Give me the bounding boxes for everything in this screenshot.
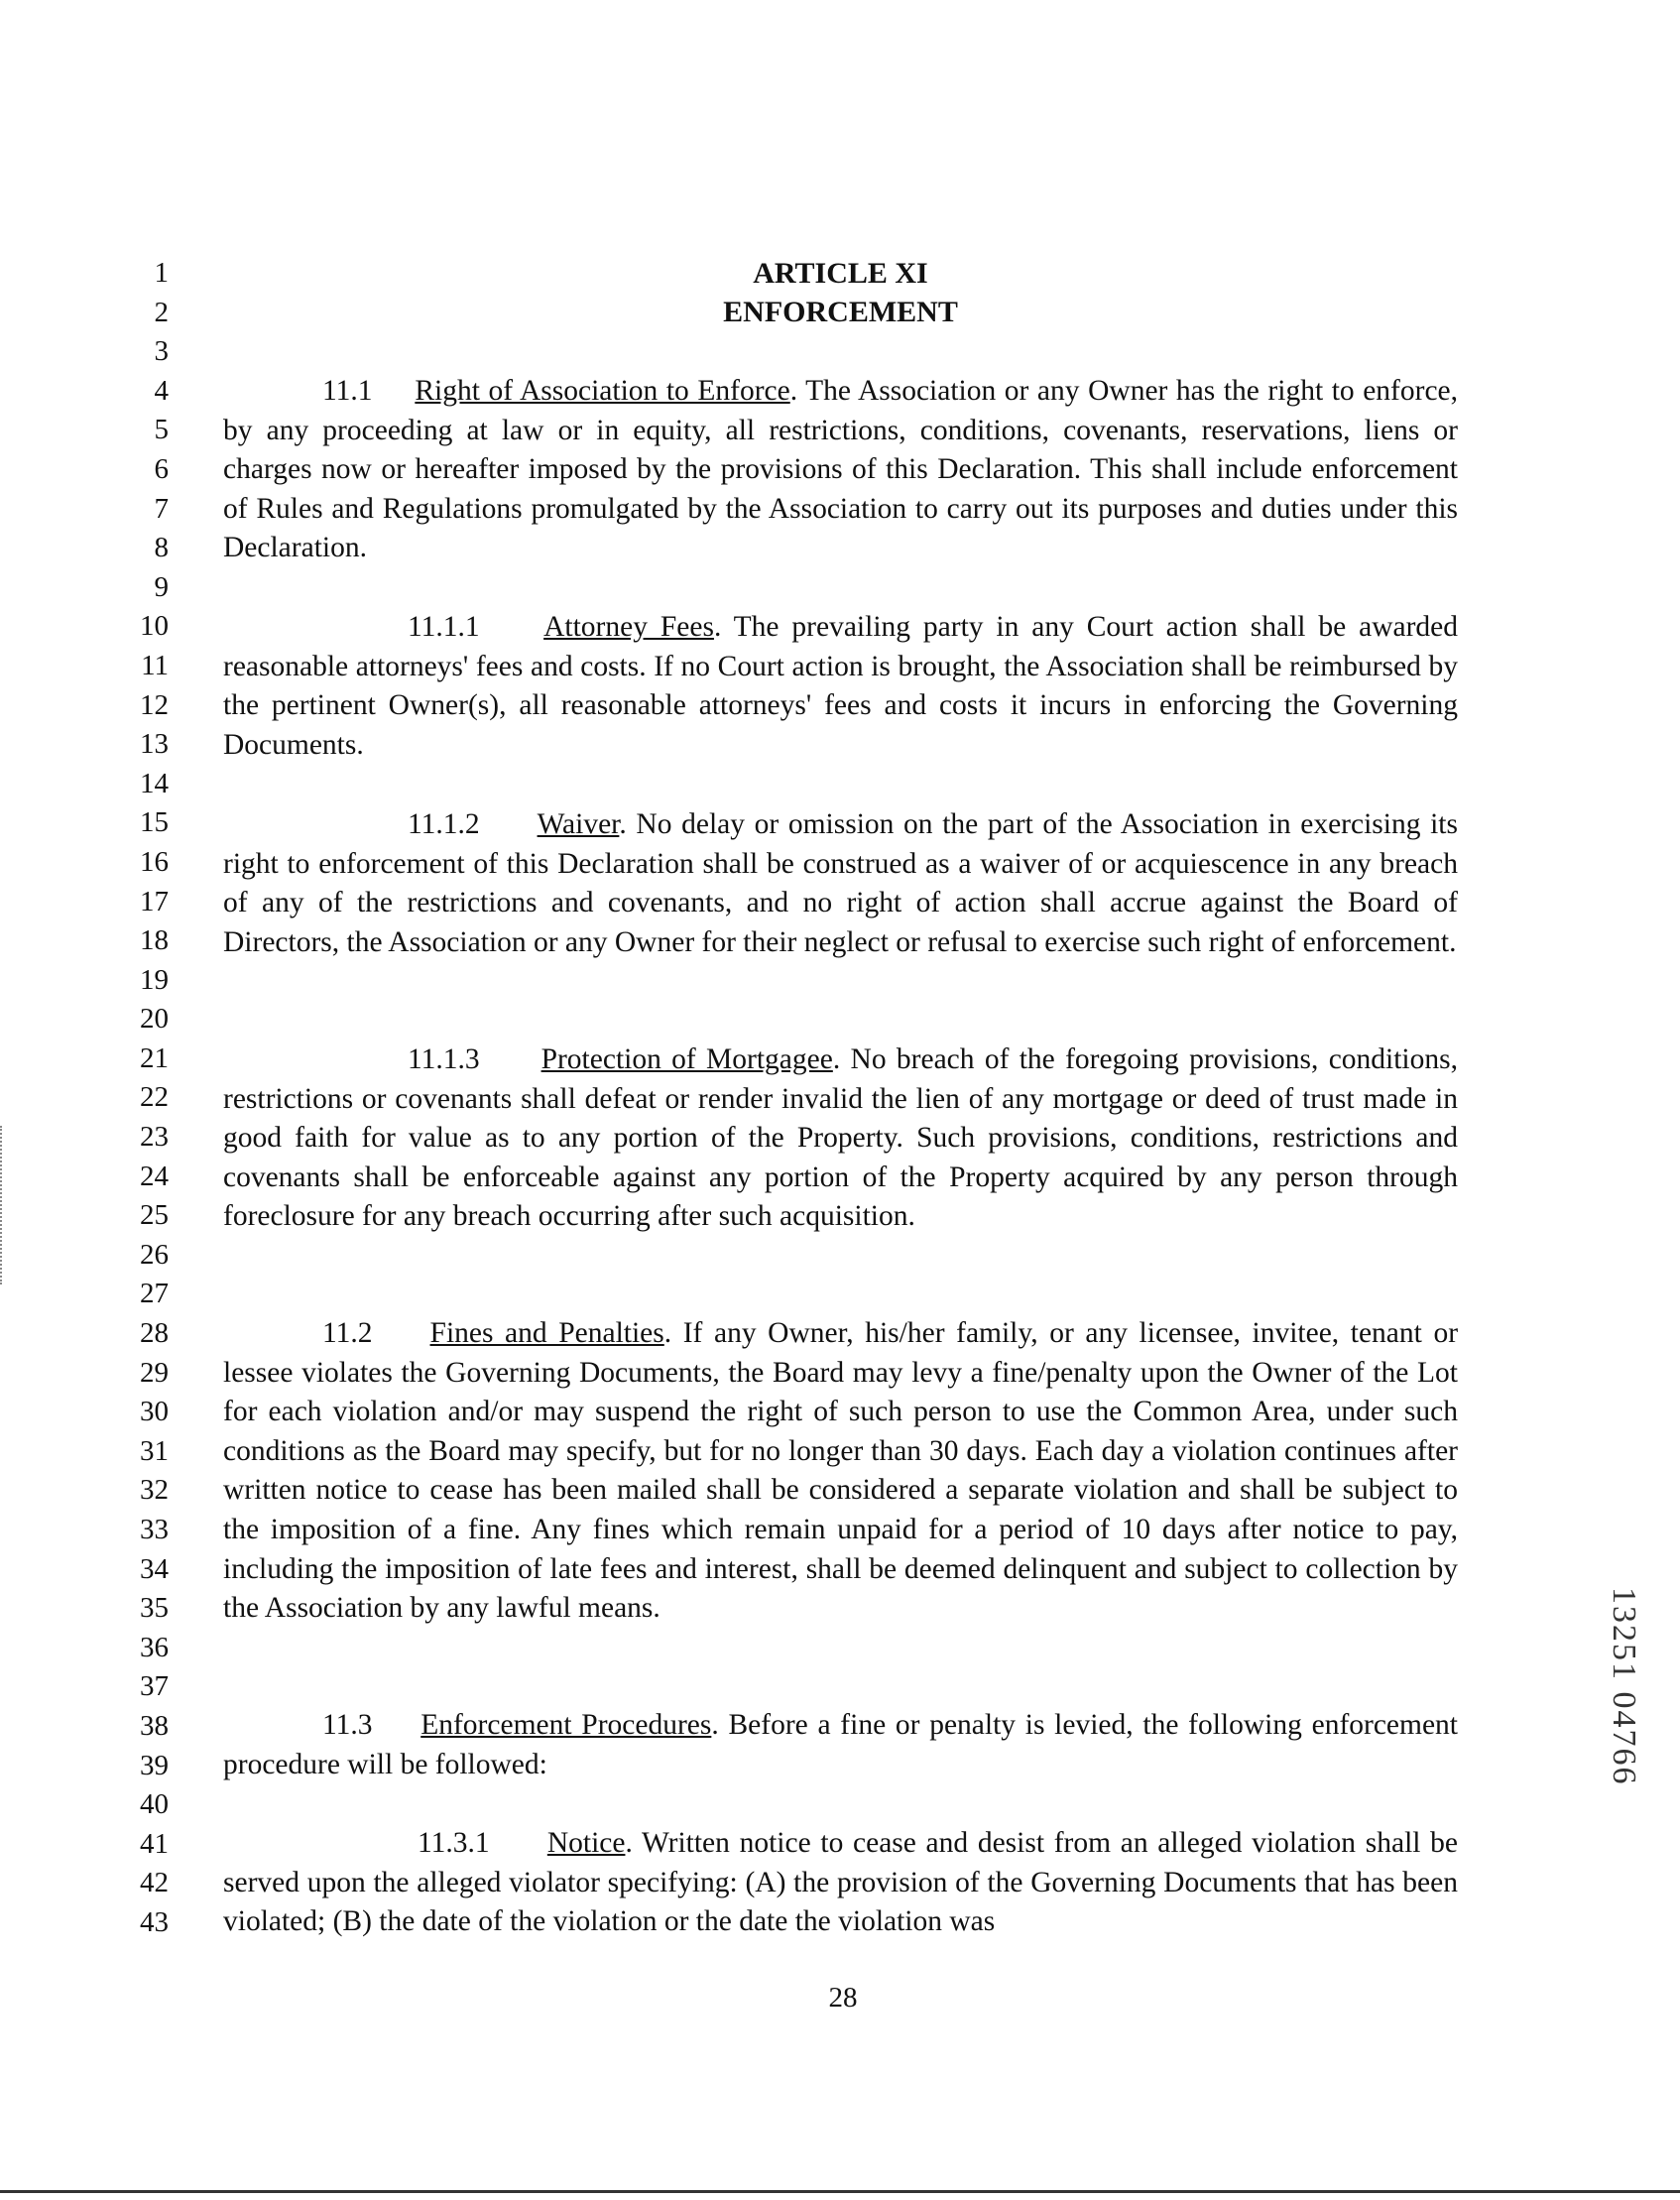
section-title: Enforcement Procedures: [420, 1709, 712, 1741]
line-number: 4: [154, 374, 169, 407]
section-text: . If any Owner, his/her family, or any licensee, invitee, tenant or lessee violates the Governing Documents, the Board may levy a fine/penalty upon the Owner of the Lot for each violation and/or may suspend the right of such person to use the Common Area, under such conditions as the Board may specify, but for no longer than 30 days. Each day a violation continues after written notice to cease has been mailed shall be considered a separate violation and shall be subject to the imposition of a fine. Any fines which remain unpaid for a period of 10 days after notice to pay, including the imposition of late fees and interest, shall be deemed delinquent and subject to collection by the Association by any lawful means.: [223, 1317, 1459, 1625]
line-number: 7: [154, 492, 169, 525]
section-number: 11.1.2: [408, 808, 480, 840]
recording-stamp: [1599, 1587, 1658, 1885]
line-number: 40: [140, 1788, 169, 1821]
section-11-1: [223, 372, 1458, 568]
section-text: . Written notice to cease and desist from an alleged violation shall be served upon the alleged violator specifying: (A) the provision of the Governing Documents that has been violated; (B) the date of the violation or the date the violation was: [223, 1827, 1458, 1938]
section-number: 11.1.1: [408, 611, 480, 643]
section-title: Fines and Penalties: [429, 1317, 664, 1349]
line-number: 38: [140, 1709, 169, 1742]
section-text: . Before a fine or penalty is levied, the following enforcement procedure will be followed:: [223, 1709, 1459, 1780]
line-number: 14: [140, 767, 169, 799]
line-number: 3: [154, 335, 169, 368]
line-number: 1: [154, 257, 169, 289]
line-number: 31: [140, 1434, 169, 1467]
line-numbers: [99, 254, 169, 1943]
line-number: 8: [154, 532, 169, 564]
line-number: 39: [140, 1749, 169, 1781]
line-number: 5: [154, 414, 169, 446]
section-text: . The Association or any Owner has the right to enforce, by any proceeding at law or in equity, all restrictions, conditions, covenants, reservations, liens or charges now or hereafter imposed by the provisions of this Declaration. This shall include enforcement of Rules and Regulations promulgated by the Association to carry out its purposes and duties under this Declaration.: [223, 375, 1459, 564]
section-11-3-1: [223, 1824, 1458, 1942]
line-number: 29: [140, 1356, 169, 1389]
line-number: 26: [140, 1238, 169, 1271]
article-number: ARTICLE XI: [753, 257, 928, 290]
section-title: Waiver: [537, 808, 620, 840]
line-number: 25: [140, 1199, 169, 1232]
line-number: 6: [154, 452, 169, 485]
section-11-2: [223, 1314, 1458, 1629]
line-number: 12: [140, 688, 169, 721]
scan-edge-mark: [0, 1126, 5, 1284]
line-number: 24: [140, 1160, 169, 1192]
line-number: 41: [140, 1827, 169, 1860]
section-title: Protection of Mortgagee: [540, 1043, 833, 1075]
line-number: 18: [140, 924, 169, 957]
section-text: . No breach of the foregoing provisions, conditions, restrictions or covenants shall defeat or render invalid the lien of any mortgage or deed of trust made in good faith for value as to any portion of the Property. Such provisions, conditions, restrictions and covenants shall be enforceable against any portion of the Property acquired by any person through foreclosure for any breach occurring after such acquisition.: [223, 1043, 1458, 1233]
recording-stamp-text: 13251 04766: [1606, 1587, 1642, 1786]
line-number: 2: [154, 296, 169, 328]
section-number: 11.3: [322, 1709, 373, 1741]
section-11-1-1: [223, 608, 1458, 765]
line-number: 16: [140, 845, 169, 878]
section-number: 11.2: [322, 1317, 373, 1349]
line-number: 11: [141, 649, 169, 681]
line-number: 22: [140, 1081, 169, 1114]
line-number: 35: [140, 1592, 169, 1625]
line-number: 19: [140, 963, 169, 996]
line-number: 23: [140, 1121, 169, 1154]
section-11-3: [223, 1706, 1458, 1784]
line-number: 37: [140, 1670, 169, 1703]
line-number: 15: [140, 806, 169, 839]
line-number: 43: [140, 1905, 169, 1938]
line-number: 34: [140, 1552, 169, 1585]
line-number: 17: [140, 885, 169, 917]
section-number: 11.3.1: [418, 1827, 490, 1859]
scan-bottom-edge: [0, 2190, 1680, 2193]
line-number: 36: [140, 1631, 169, 1663]
section-number: 11.1.3: [408, 1043, 480, 1075]
line-number: 10: [140, 610, 169, 643]
line-number: 21: [140, 1041, 169, 1074]
line-number: 13: [140, 728, 169, 761]
section-text: . No delay or omission on the part of the Association in exercising its right to enforcement of this Declaration shall be construed as a waiver of or acquiescence in any breach of any of the restrictions and covenants, and no right of action shall accrue against the Board of Directors, the Association or any Owner for their neglect or refusal to exercise such right of enforcement.: [223, 808, 1458, 958]
line-number: 9: [154, 570, 169, 603]
section-title: Right of Association to Enforce: [415, 375, 790, 407]
line-number: 42: [140, 1867, 169, 1899]
section-11-1-2: [223, 805, 1458, 962]
line-number: 33: [140, 1514, 169, 1545]
section-text: . The prevailing party in any Court action shall be awarded reasonable attorneys' fees and costs. If no Court action is brought, the Association shall be reimbursed by the pertinent Owner(s), all reasonable attorneys' fees and costs it incurs in enforcing the Governing Documents.: [223, 611, 1459, 761]
article-title: ENFORCEMENT: [723, 296, 958, 328]
page-number: 28: [828, 1982, 858, 2014]
section-number: 11.1: [322, 375, 373, 407]
section-title: Notice: [546, 1827, 626, 1859]
section-title: Attorney Fees: [543, 611, 714, 643]
line-number: 20: [140, 1003, 169, 1036]
line-number: 28: [140, 1317, 169, 1350]
line-number: 30: [140, 1396, 169, 1428]
line-number: 32: [140, 1474, 169, 1507]
section-11-1-3: [223, 1040, 1458, 1237]
line-number: 27: [140, 1278, 169, 1310]
